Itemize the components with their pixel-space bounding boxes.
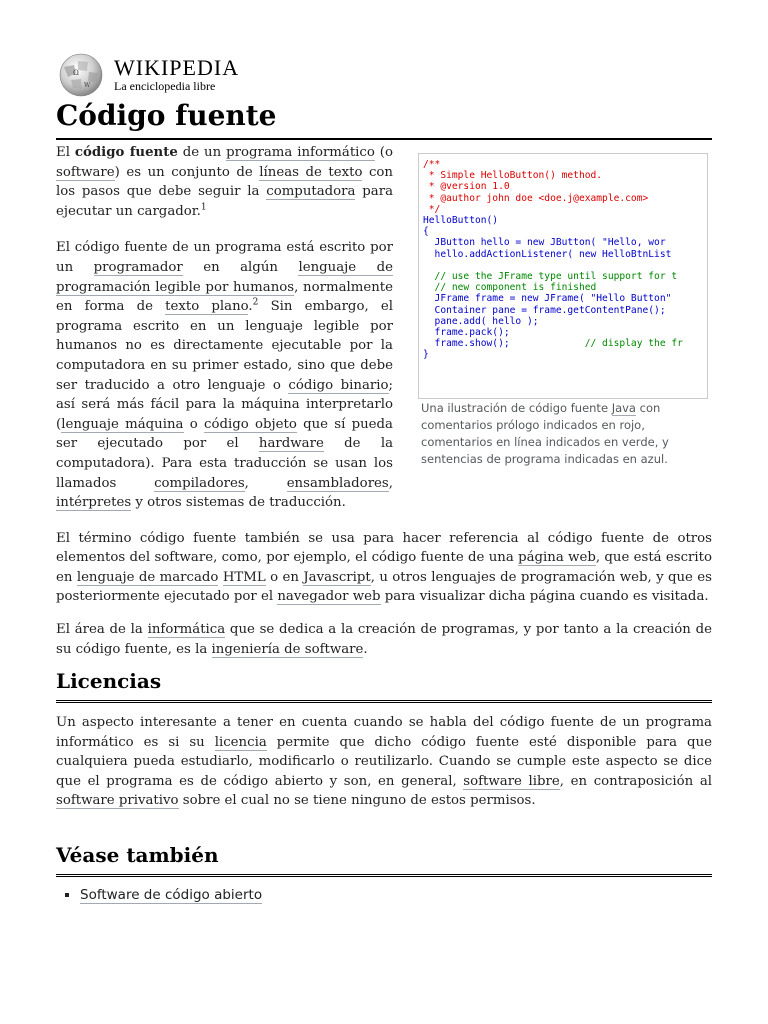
text: (o [374,145,394,160]
text: Un aspecto interesante a tener en cuenta cuando se habla del código fuente de un programa informático es si su [56,715,712,750]
bold-term: código fuente [74,145,178,160]
link-software-libre[interactable]: software libre [463,773,560,789]
text: Sin embargo, el programa escrito en un lenguaje legible por humanos no es directamente ejecutable por la computadora en su primer estado, sino que debe ser traducido a otro lenguaje o [56,299,393,393]
licencias-paragraph [56,713,712,811]
text: El [56,145,75,160]
heading-licencias: Licencias [56,666,712,703]
text: . [248,299,253,315]
reference-1[interactable]: 1 [200,202,207,213]
link-programador[interactable]: programador [93,259,183,275]
code-text: pane.add( hello ); [423,315,539,327]
intro-paragraph-1 [56,143,393,221]
link-lineas-de-texto[interactable]: líneas de texto [259,164,363,180]
text: ) es un conjunto de [114,164,260,180]
link-navegador-web[interactable]: navegador web [277,589,381,605]
text: en algún [182,259,299,275]
text: , en contraposición al [559,773,712,789]
section-vease-tambien [56,840,712,903]
link-lenguaje-de-programacion[interactable]: lenguaje de programación legible por humanos [56,259,394,295]
link-compiladores[interactable]: compiladores [154,475,245,491]
link-lenguaje-de-marcado[interactable]: lenguaje de marcado [76,569,219,585]
caption-text: Una ilustración de código fuente [421,401,612,415]
code-comment: // display the fr [509,338,683,350]
link-pagina-web[interactable]: página web [518,550,596,566]
link-ingenieria-de-software[interactable]: ingeniería de software [211,641,364,657]
article-body [56,143,712,672]
code-text: hello.addActionListener( new HelloBtnList [423,248,672,260]
text: para ejecutar un cargador. [56,184,393,219]
wikipedia-tagline: La enciclopedia libre [114,79,216,93]
link-codigo-objeto[interactable]: código objeto [204,416,297,432]
code-text: */ [423,203,441,215]
link-html[interactable]: HTML [222,569,266,585]
text: de la computadora). Para esta traducción se usan los llamados [56,436,393,491]
text: , [388,475,393,491]
heading-vease-tambien: Véase también [56,840,712,877]
text: . [363,641,368,657]
code-text: // new component is finished [423,282,597,294]
link-ensambladores[interactable]: ensambladores [286,475,389,491]
wikipedia-wordmark[interactable]: WIKIPEDIA [114,55,240,80]
code-text: JFrame frame = new JFrame( "Hello Button" [423,293,672,305]
link-codigo-binario[interactable]: código binario [288,377,389,393]
text: con los pasos que debe seguir la [56,164,393,200]
text: o en [265,569,304,585]
code-text: * @version 1.0 [423,181,510,193]
text: ; así será más fácil para la máquina interpretarlo ( [56,377,393,432]
link-software-de-codigo-abierto[interactable]: Software de código abierto [80,887,263,903]
code-text: * @author john doe <doe.j@example.com> [423,192,649,204]
text: , u otros lenguajes de programación web, y que es posteriormente ejecutado por el [56,569,712,605]
text: o [183,416,204,432]
link-hardware[interactable]: hardware [258,436,324,452]
text: , normalmente en forma de [56,279,394,315]
globe-puzzle-icon[interactable] [56,53,106,97]
text: que sí pueda ser ejecutado por el [56,416,393,452]
code-text: frame.show(); [423,338,510,350]
text: , [244,475,287,491]
link-informatica[interactable]: informática [147,622,226,638]
intro-paragraph-3 [56,529,712,607]
text: sobre el cual no se tiene ninguno de estos permisos. [178,793,536,809]
link-software-privativo[interactable]: software privativo [56,793,179,809]
link-computadora[interactable]: computadora [266,184,356,200]
intro-paragraph-4 [56,620,712,659]
code-text: // use the JFrame type until support for t [423,271,678,283]
link-licencia[interactable]: licencia [214,734,267,750]
link-software[interactable]: software [56,164,115,180]
code-text: Container pane = frame.getContentPane(); [423,304,666,316]
section-licencias [56,666,712,824]
link-programa-informatico[interactable]: programa informático [226,145,375,160]
caption-text: con comentarios prólogo indicados en rojo, comentarios en línea indicados en verde, y sentencias de programa indicadas en azul. [421,401,669,466]
code-text: HelloButton() [423,215,499,227]
svg-text:Ω: Ω [73,69,79,77]
link-texto-plano[interactable]: texto plano [165,299,249,315]
link-lenguaje-maquina[interactable]: lenguaje máquina [61,416,184,432]
link-java[interactable]: Java [611,401,636,415]
list-item [80,887,712,903]
text: El código fuente de un programa está escrito por un [56,240,393,275]
intro-paragraph-2 [56,238,393,512]
svg-text:W: W [84,82,91,89]
text: y otros sistemas de traducción. [131,495,346,511]
page-title: Código fuente [56,96,712,140]
text: El término código fuente también se usa para hacer referencia al código fuente de otros elementos del software, como, por ejemplo, el código fuente de una [56,530,712,566]
text: permite que dicho código fuente esté disponible para que cualquiera pueda estudiarlo, modificarlo o reutilizarlo. Cuando se cumple este aspecto se dice que el programa es de código abierto y son, en general, [56,734,713,789]
text: para visualizar dicha página cuando es visitada. [380,589,709,605]
site-header [56,0,712,100]
text: El área de la [56,622,148,638]
code-text: /** [423,159,441,170]
link-javascript[interactable]: Javascript [303,569,371,585]
code-text: JButton hello = new JButton( "Hello, wor [423,237,666,249]
text: , que está escrito en [56,550,713,585]
text: que se dedica a la creación de programas, y por tanto a la creación de su código fuente, es la [56,622,712,657]
code-text: { [423,226,429,238]
see-also-list [56,887,712,903]
code-text: } [423,349,429,361]
text: de un [177,145,227,160]
reference-2[interactable]: 2 [252,297,259,308]
code-text: * Simple HelloButton() method. [423,170,603,182]
link-interpretes[interactable]: intérpretes [56,495,132,511]
code-text: frame.pack(); [423,327,510,339]
